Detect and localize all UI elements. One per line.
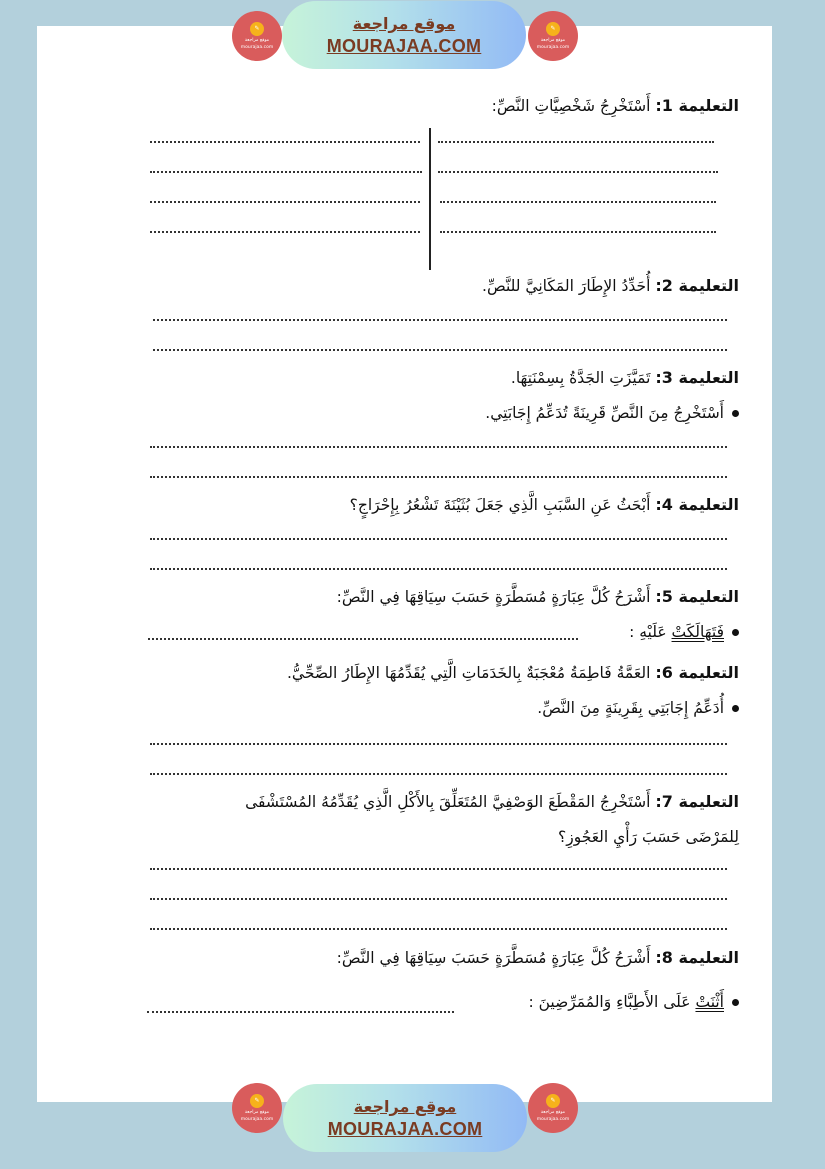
answer-line[interactable] xyxy=(150,868,727,870)
instruction-2 xyxy=(482,275,739,297)
logo-icon: ✎ xyxy=(250,22,264,36)
bullet-icon xyxy=(732,999,739,1006)
answer-line[interactable] xyxy=(150,171,422,173)
answer-line[interactable] xyxy=(150,476,727,478)
instruction-7-line2 xyxy=(558,826,739,848)
instruction-8 xyxy=(337,947,739,969)
instruction-text: أَسْتَخْرِجُ شَخْصِيَّاتِ النَّصِّ: xyxy=(491,97,651,115)
instruction-6-bullet xyxy=(537,697,739,719)
answer-line[interactable] xyxy=(150,773,727,775)
banner-arabic-title[interactable]: موقع مراجعة xyxy=(353,1097,457,1116)
instruction-text: أَشْرَحُ كُلَّ عِبَارَةٍ مُسَطَّرَةٍ حَسَبَ سِيَاقِهَا فِي النَّصِّ: xyxy=(336,949,651,967)
worksheet-page xyxy=(37,26,772,1102)
underlined-phrase: أَثْنَتْ xyxy=(695,993,724,1011)
answer-line[interactable] xyxy=(150,231,420,233)
badge-text-en: mourajaa.com xyxy=(536,45,570,50)
instruction-label: التعليمة 5: xyxy=(655,587,739,606)
bottom-site-banner[interactable] xyxy=(283,1084,527,1152)
answer-line[interactable] xyxy=(440,231,716,233)
answer-line[interactable] xyxy=(147,1011,454,1013)
banner-latin-title[interactable]: MOURAJAA.COM xyxy=(326,36,482,56)
instruction-label: التعليمة 3: xyxy=(655,368,739,387)
instruction-text: لِلمَرْضَى حَسَبَ رَأْيِ العَجُوزِ؟ xyxy=(557,828,739,846)
banner-latin-title[interactable]: MOURAJAA.COM xyxy=(327,1119,483,1139)
answer-line[interactable] xyxy=(153,319,727,321)
answer-line[interactable] xyxy=(150,141,420,143)
bullet-text: عَلَيْهِ : xyxy=(629,623,672,641)
instruction-label: التعليمة 7: xyxy=(655,792,739,811)
answer-line[interactable] xyxy=(150,928,727,930)
instruction-text: تَمَيَّزَتِ الجَدَّةُ بِسِمْنَتِهَا. xyxy=(510,369,651,387)
instruction-8-bullet xyxy=(528,991,739,1013)
instruction-text: أَبْحَثُ عَنِ السَّبَبِ الَّذِي جَعَلَ بُثَيْنَةَ تَشْعُرُ بِإِحْرَاجٍ؟ xyxy=(349,496,651,514)
logo-badge-left xyxy=(232,11,282,61)
badge-text-en: mourajaa.com xyxy=(536,1117,570,1122)
badge-text-en: mourajaa.com xyxy=(240,45,274,50)
instruction-text: أَشْرَحُ كُلَّ عِبَارَةٍ مُسَطَّرَةٍ حَسَبَ سِيَاقِهَا فِي النَّصِّ: xyxy=(336,588,651,606)
bullet-icon xyxy=(732,629,739,636)
instruction-text: العَمَّةُ فَاطِمَةُ مُعْجَبَةٌ بِالخَدَمَاتِ الَّتِي يُقَدِّمُهَا الإِطَارُ الصِّحِّيُّ. xyxy=(286,664,651,682)
answer-line[interactable] xyxy=(150,538,727,540)
bullet-text: أَسْتَخْرِجُ مِنَ النَّصِّ قَرِينَةً تُدَعِّمُ إِجَابَتِي. xyxy=(485,404,724,422)
answer-line[interactable] xyxy=(150,898,727,900)
instruction-4 xyxy=(350,494,739,516)
bullet-icon xyxy=(732,705,739,712)
instruction-5-bullet xyxy=(629,621,739,643)
instruction-text: أَسْتَخْرِجُ المَقْطَعَ الوَصْفِيَّ المُتَعَلِّقَ بِالأَكْلِ الَّذِي يُقَدِّمُهُ المُسْتَشْفَى xyxy=(245,793,651,811)
column-divider xyxy=(429,128,431,270)
badge-text-ar: موقع مراجعة xyxy=(540,38,566,43)
bullet-text: عَلَى الأَطِبَّاءِ وَالمُمَرِّضِينَ : xyxy=(528,993,696,1011)
banner-arabic-title[interactable]: موقع مراجعة xyxy=(352,14,456,33)
answer-line[interactable] xyxy=(440,201,716,203)
logo-badge-right xyxy=(528,11,578,61)
instruction-5 xyxy=(337,586,739,608)
instruction-7 xyxy=(245,791,739,813)
logo-badge-left-bottom xyxy=(232,1083,282,1133)
instruction-3 xyxy=(511,367,739,389)
answer-line[interactable] xyxy=(150,446,727,448)
top-site-banner[interactable] xyxy=(282,1,526,69)
answer-line[interactable] xyxy=(150,743,727,745)
instruction-1 xyxy=(492,95,739,117)
answer-line[interactable] xyxy=(148,638,578,640)
badge-text-ar: موقع مراجعة xyxy=(244,1110,270,1115)
bullet-icon xyxy=(732,410,739,417)
answer-line[interactable] xyxy=(438,141,714,143)
badge-text-ar: موقع مراجعة xyxy=(244,38,270,43)
instruction-label: التعليمة 4: xyxy=(655,495,739,514)
instruction-text: أُحَدِّدُ الإِطَارَ المَكَانِيَّ للنَّصِّ. xyxy=(482,277,651,295)
badge-text-en: mourajaa.com xyxy=(240,1117,274,1122)
answer-line[interactable] xyxy=(153,349,727,351)
instruction-3-bullet xyxy=(485,402,739,424)
underlined-phrase: فَتَهَالَكَتْ xyxy=(671,623,724,641)
instruction-label: التعليمة 2: xyxy=(655,276,739,295)
answer-line[interactable] xyxy=(438,171,718,173)
badge-text-ar: موقع مراجعة xyxy=(540,1110,566,1115)
instruction-label: التعليمة 1: xyxy=(655,96,739,115)
instruction-label: التعليمة 6: xyxy=(655,663,739,682)
bullet-text: أُدَعِّمُ إِجَابَتِي بِقَرِينَةٍ مِنَ النَّصِّ. xyxy=(537,699,724,717)
logo-icon: ✎ xyxy=(546,1094,560,1108)
logo-badge-right-bottom xyxy=(528,1083,578,1133)
instruction-label: التعليمة 8: xyxy=(655,948,739,967)
logo-icon: ✎ xyxy=(250,1094,264,1108)
logo-icon: ✎ xyxy=(546,22,560,36)
instruction-6 xyxy=(287,662,739,684)
answer-line[interactable] xyxy=(150,201,420,203)
answer-line[interactable] xyxy=(150,568,727,570)
